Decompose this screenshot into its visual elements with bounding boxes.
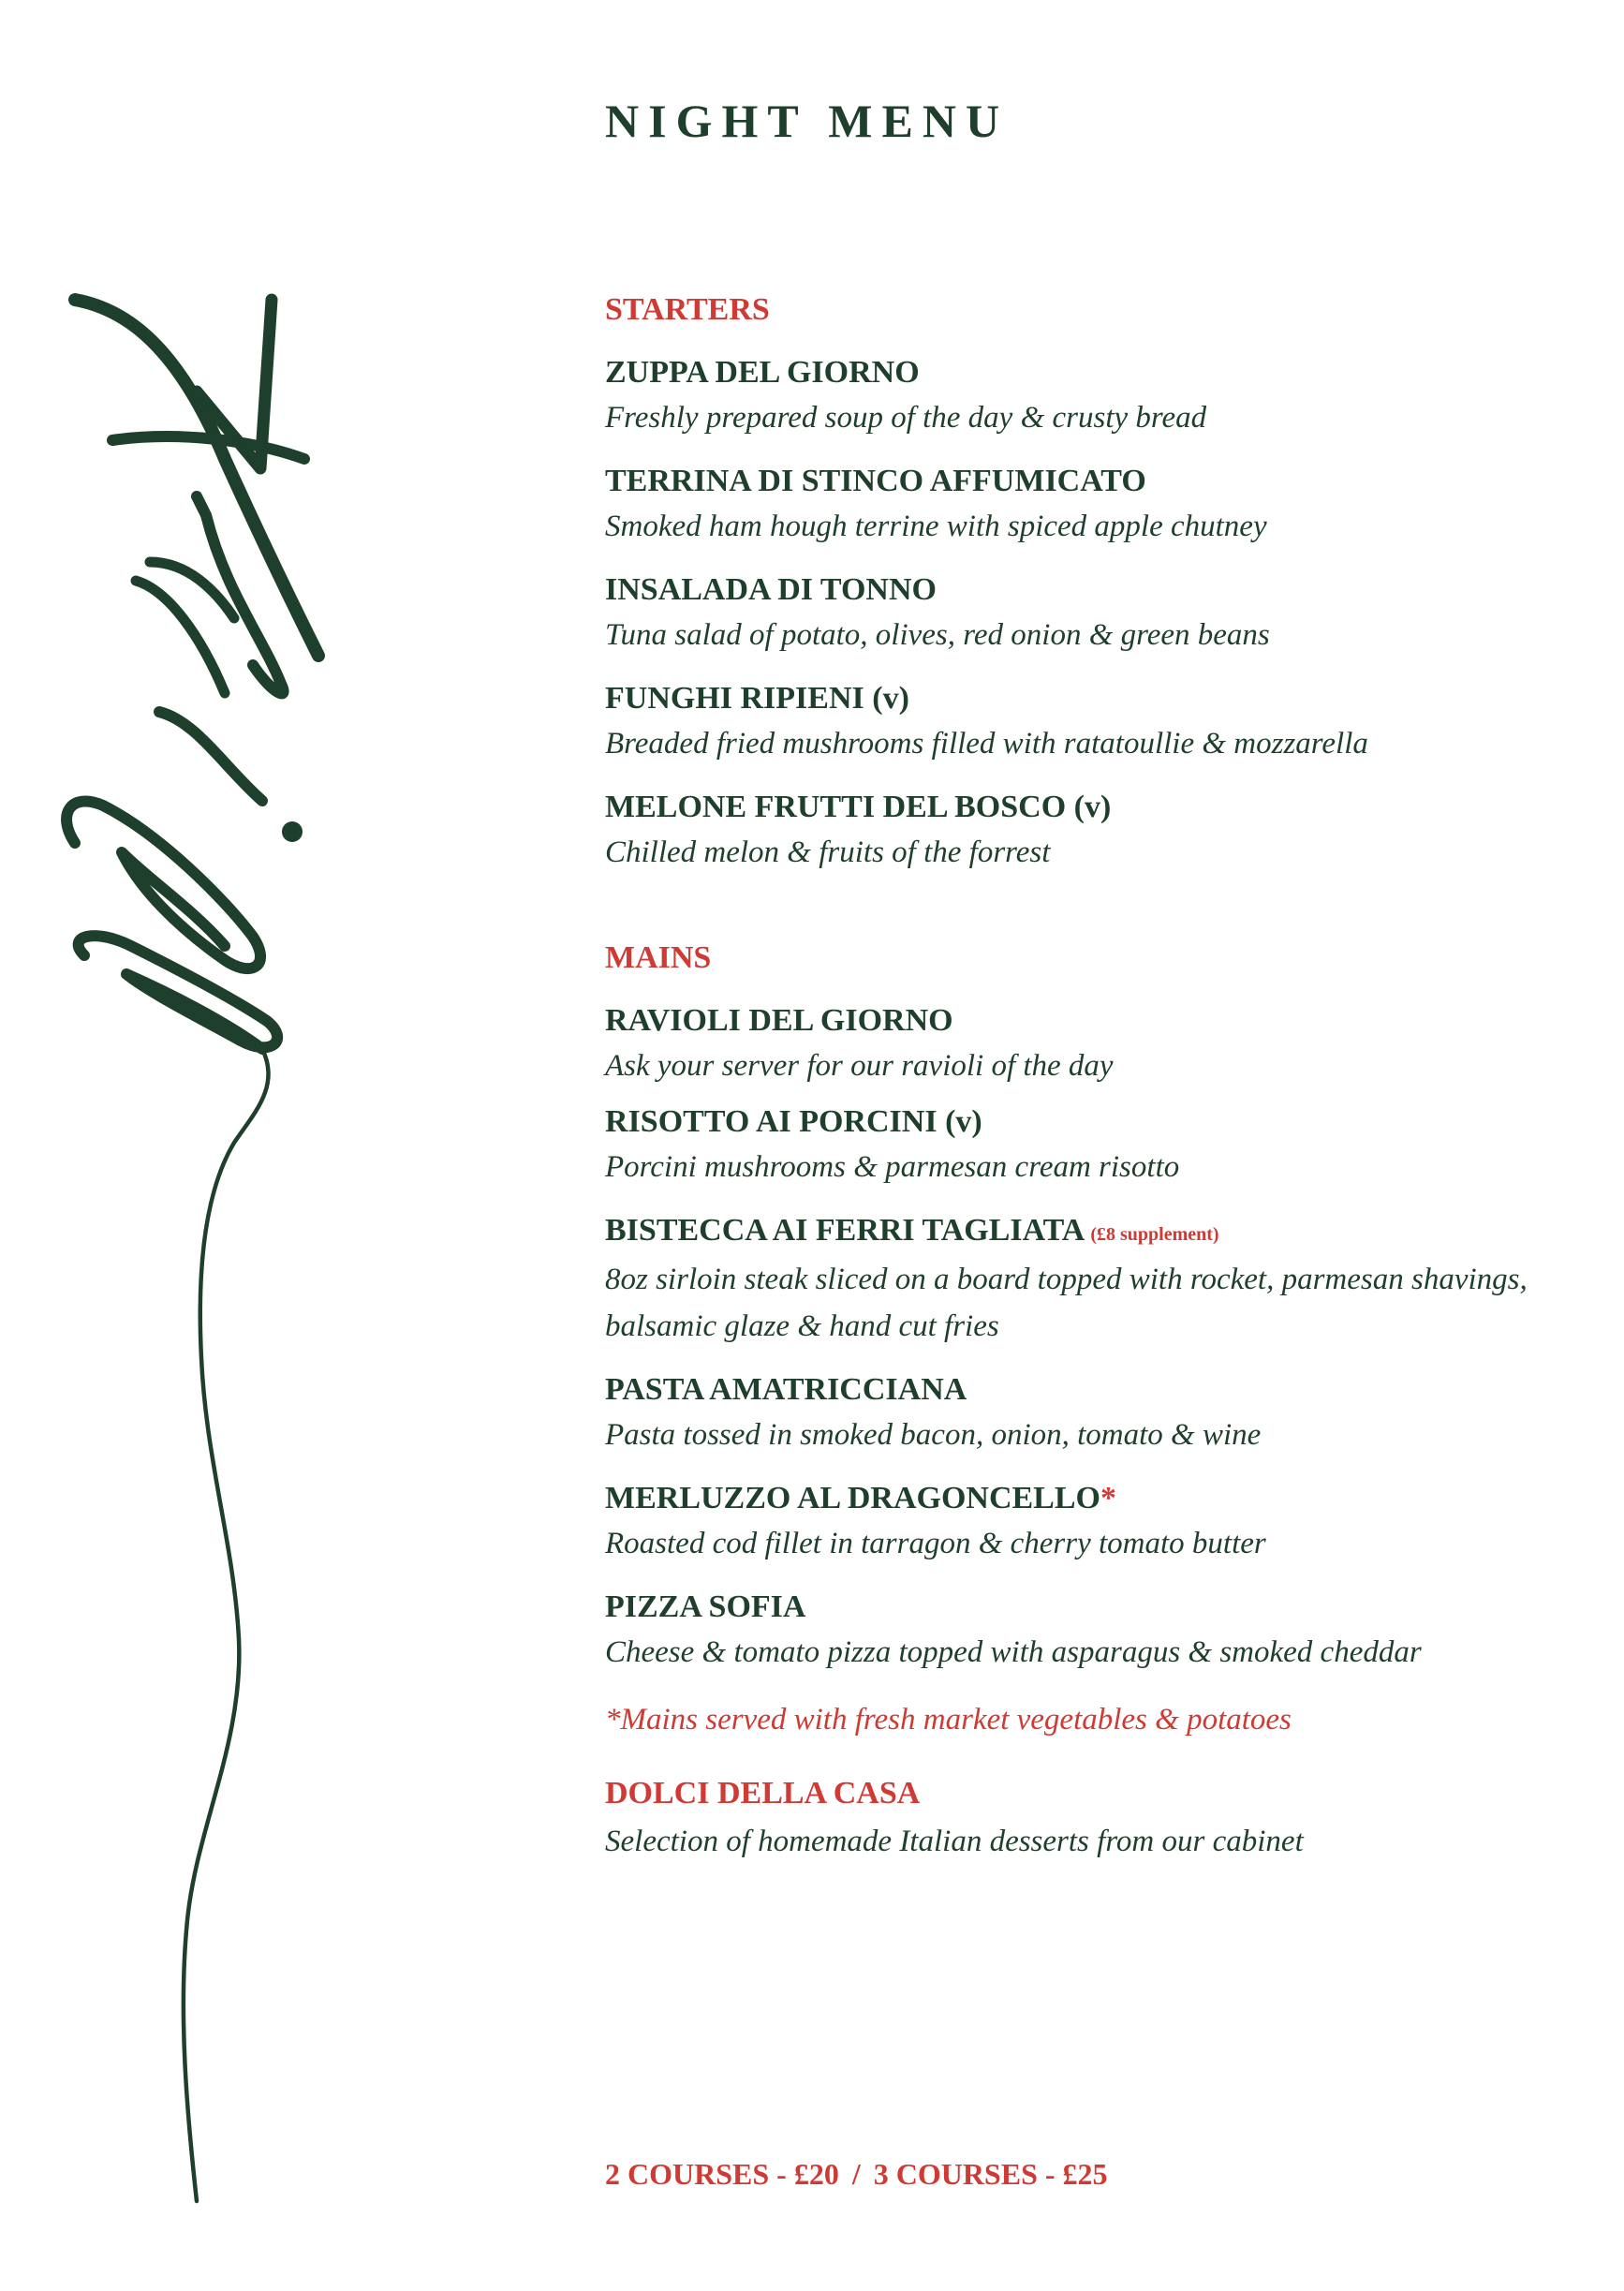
- item-name: RISOTTO AI PORCINI (v): [605, 1104, 982, 1139]
- section-heading-dessert: DOLCI DELLA CASA: [605, 1776, 921, 1811]
- item-description-continued: balsamic glaze & hand cut fries: [605, 1309, 999, 1343]
- menu-item: [605, 569, 1598, 658]
- item-description: Chilled melon & fruits of the forrest: [605, 835, 1051, 869]
- three-course-price: 3 COURSES - £25: [873, 2157, 1108, 2191]
- item-name: BISTECCA AI FERRI TAGLIATA: [605, 1213, 1085, 1248]
- item-description: Roasted cod fillet in tarragon & cherry tomato butter: [605, 1527, 1266, 1560]
- menu-item: [605, 460, 1598, 550]
- mains-footnote: *Mains served with fresh market vegetables & potatoes: [605, 1703, 1292, 1737]
- page-title: NIGHT MENU: [605, 95, 1010, 147]
- item-name: RAVIOLI DEL GIORNO: [605, 1003, 953, 1038]
- item-name: MERLUZZO AL DRAGONCELLO: [605, 1481, 1100, 1515]
- amigo-script-logo: [37, 281, 356, 2210]
- menu-item: [605, 1368, 1598, 1458]
- item-name: MELONE FRUTTI DEL BOSCO (v): [605, 790, 1112, 824]
- item-description: Freshly prepared soup of the day & crusty bread: [605, 401, 1207, 435]
- menu-item: [605, 786, 1598, 876]
- course-pricing: [605, 2157, 1108, 2192]
- item-description: Ask your server for our ravioli of the day: [605, 1049, 1114, 1083]
- item-description: 8oz sirloin steak sliced on a board topped with rocket, parmesan shavings,: [605, 1263, 1528, 1296]
- item-name: PASTA AMATRICCIANA: [605, 1372, 967, 1407]
- item-name: ZUPPA DEL GIORNO: [605, 355, 920, 390]
- menu-item: [605, 1209, 1598, 1350]
- item-description: Breaded fried mushrooms filled with ratatoullie & mozzarella: [605, 727, 1368, 761]
- two-course-price: 2 COURSES - £20: [605, 2157, 839, 2191]
- section-heading-starters: STARTERS: [605, 292, 770, 327]
- menu-item: [605, 351, 1598, 441]
- item-description: Tuna salad of potato, olives, red onion & green beans: [605, 618, 1270, 652]
- menu-item: [605, 999, 1598, 1089]
- section-heading-mains: MAINS: [605, 940, 712, 975]
- item-name: PIZZA SOFIA: [605, 1589, 806, 1624]
- item-name-with-star: [605, 1477, 1598, 1520]
- item-name: INSALADA DI TONNO: [605, 572, 937, 607]
- menu-item: [605, 1477, 1598, 1567]
- item-name: FUNGHI RIPIENI (v): [605, 681, 909, 716]
- menu-item: [605, 677, 1598, 767]
- item-name-with-supplement: [605, 1209, 1598, 1256]
- item-description: Cheese & tomato pizza topped with asparagus & smoked cheddar: [605, 1635, 1422, 1669]
- supplement-note: (£8 supplement): [1090, 1224, 1219, 1245]
- dessert-description: Selection of homemade Italian desserts from our cabinet: [605, 1825, 1304, 1858]
- menu-content: [605, 286, 1598, 1865]
- item-name: TERRINA DI STINCO AFFUMICATO: [605, 464, 1146, 498]
- menu-item: [605, 1101, 1598, 1190]
- price-separator: /: [851, 2157, 861, 2191]
- item-description: Pasta tossed in smoked bacon, onion, tomato & wine: [605, 1418, 1262, 1452]
- item-description: Smoked ham hough terrine with spiced apple chutney: [605, 510, 1267, 543]
- asterisk-marker: *: [1100, 1481, 1116, 1515]
- item-description: Porcini mushrooms & parmesan cream risotto: [605, 1150, 1180, 1184]
- menu-item: [605, 1586, 1598, 1676]
